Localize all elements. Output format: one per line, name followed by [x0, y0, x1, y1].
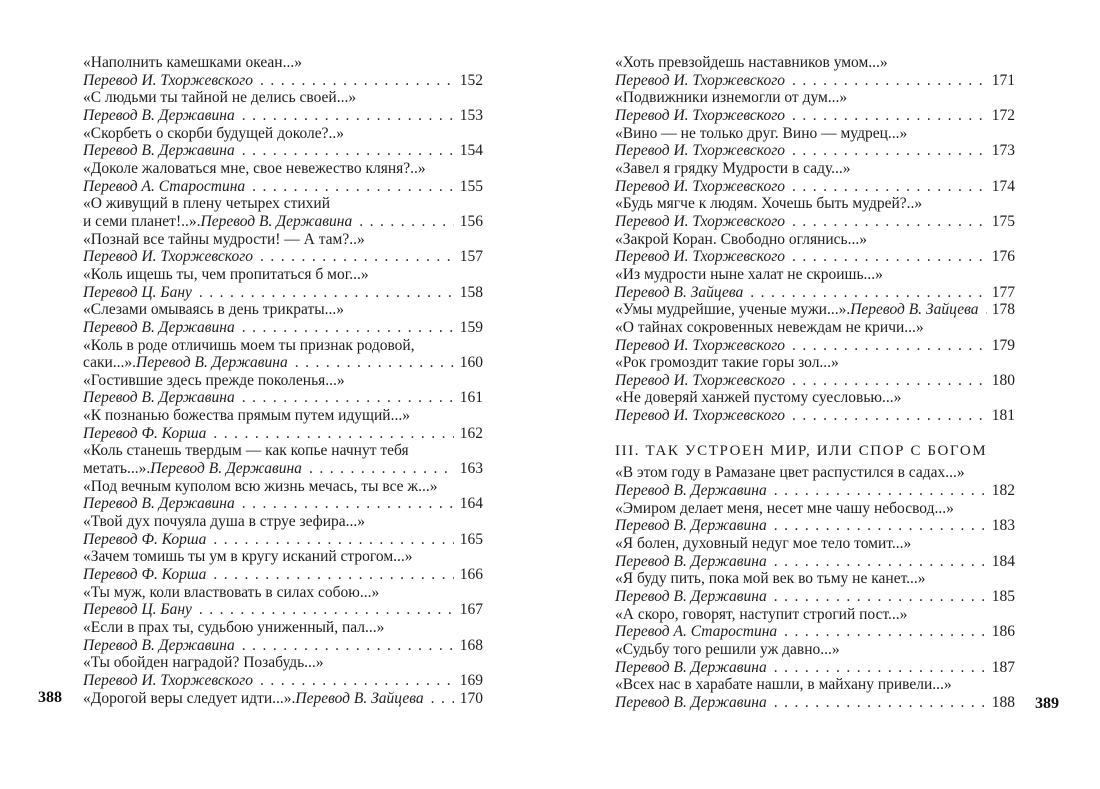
- entry-page-number: 156: [459, 212, 483, 230]
- toc-entry: [615, 266, 1015, 301]
- toc-entry: [83, 337, 483, 372]
- entry-translator: Перевод И. Тхоржевского: [615, 371, 785, 389]
- toc-entry: [615, 606, 1015, 641]
- entry-tail-line: [615, 482, 1015, 500]
- toc-entry: [83, 442, 483, 477]
- entry-page-number: 158: [459, 283, 483, 301]
- entry-tail-line: [83, 354, 483, 372]
- entry-tail-line: [615, 284, 1015, 302]
- entry-tail-line: [615, 213, 1015, 231]
- entry-tail-line: [615, 407, 1015, 425]
- dot-leader: [260, 248, 454, 266]
- entry-translator: Перевод Ц. Бану: [83, 283, 192, 301]
- entry-translator: Перевод Ф. Корша: [83, 566, 207, 584]
- toc-entry: [615, 54, 1015, 89]
- toc-entry: [615, 570, 1015, 605]
- entry-title-line: «Познай все тайны мудрости! — А там?..»: [83, 230, 365, 248]
- dot-leader: [792, 142, 986, 160]
- entry-title-continuation: саки...».: [83, 354, 137, 372]
- entry-translator: Перевод И. Тхоржевского: [615, 336, 785, 354]
- entry-translator: Перевод И. Тхоржевского: [615, 407, 785, 425]
- section-heading: III. ТАК УСТРОЕН МИР, ИЛИ СПОР С БОГОМ: [615, 442, 988, 459]
- entry-title-line: «Твой дух почуяла душа в струе зефира...»: [83, 513, 366, 531]
- entry-tail-line: [83, 460, 483, 478]
- entry-title-line: «С людьми ты тайной не делись своей...»: [83, 89, 357, 107]
- entry-page-number: 172: [991, 106, 1015, 124]
- entry-tail-line: [615, 659, 1015, 677]
- entry-translator: Перевод И. Тхоржевского: [83, 671, 253, 689]
- entry-page-number: 184: [991, 552, 1015, 570]
- toc-entry: [83, 548, 483, 583]
- toc-entry: [615, 89, 1015, 124]
- dot-leader: [784, 623, 986, 641]
- entry-page-number: 165: [459, 530, 483, 548]
- entry-title-line: «Зачем томишь ты ум в кругу исканий строгом...»: [83, 548, 413, 566]
- entry-translator: Перевод В. Державина: [83, 389, 235, 407]
- entry-page-number: 167: [459, 601, 483, 619]
- entry-page-number: 178: [991, 301, 1015, 319]
- entry-title-line: «Будь мягче к людям. Хочешь быть мудрей?..»: [615, 195, 923, 213]
- entry-title-line: «Коль в роде отличишь моем ты признак родовой,: [83, 336, 415, 354]
- entry-title-line: «Ты обойден наградой? Позабудь...»: [83, 654, 324, 672]
- entry-tail-line: [83, 284, 483, 302]
- toc-entry: [83, 407, 483, 442]
- dot-leader: [242, 142, 454, 160]
- entry-tail-line: [615, 107, 1015, 125]
- entry-translator: Перевод А. Старостина: [83, 177, 246, 195]
- entry-page-number: 171: [991, 71, 1015, 89]
- toc-entry: [615, 535, 1015, 570]
- toc-entry: [615, 231, 1015, 266]
- dot-leader: [242, 319, 454, 337]
- page-number-left: 388: [38, 689, 62, 706]
- entry-page-number: 160: [459, 354, 483, 372]
- toc-entry: [83, 619, 483, 654]
- entry-title-line: «О живущий в плену четырех стихий: [83, 195, 330, 213]
- entry-tail-line: [615, 301, 1015, 319]
- entry-tail-line: [83, 601, 483, 619]
- entry-title-continuation: «Дорогой веры следует идти...».: [83, 689, 296, 707]
- entry-page-number: 152: [459, 71, 483, 89]
- entry-translator: Перевод И. Тхоржевского: [83, 71, 253, 89]
- entry-page-number: 164: [459, 495, 483, 513]
- dot-leader: [750, 284, 985, 302]
- entry-title-continuation: и семи планет!..».: [83, 212, 201, 230]
- entry-page-number: 174: [991, 177, 1015, 195]
- dot-leader: [792, 248, 986, 266]
- entry-title-line: «Рок громоздит такие горы зол...»: [615, 354, 839, 372]
- entry-title-line: «Скорбеть о скорби будущей доколе?..»: [83, 124, 345, 142]
- dot-leader: [242, 495, 454, 513]
- entry-title-line: «Я буду пить, пока мой век во тьму не канет...»: [615, 570, 926, 588]
- toc-entry: [615, 319, 1015, 354]
- entry-tail-line: [83, 495, 483, 513]
- toc-entry: [83, 89, 483, 124]
- entry-tail-line: [615, 372, 1015, 390]
- entry-title-line: «Эмиром делает меня, несет мне чашу небосвод...»: [615, 499, 954, 517]
- entry-tail-line: [83, 389, 483, 407]
- entry-title-line: «Судьбу того решили уж давно...»: [615, 641, 840, 658]
- entry-tail-line: [83, 142, 483, 160]
- dot-leader: [199, 284, 454, 302]
- entry-title-line: «Под вечным куполом всю жизнь мечась, ты все ж...»: [83, 477, 438, 495]
- entry-title-line: «А скоро, говорят, наступит строгий пост...»: [615, 605, 908, 623]
- entry-page-number: 155: [459, 177, 483, 195]
- entry-tail-line: [83, 531, 483, 549]
- entry-title-line: «Наполнить камешками океан...»: [83, 54, 302, 71]
- dot-leader: [252, 178, 454, 196]
- entry-tail-line: [83, 425, 483, 443]
- entry-translator: Перевод В. Державина: [200, 212, 353, 230]
- toc-entry: [615, 464, 1015, 499]
- toc-entry: [83, 125, 483, 160]
- entry-translator: Перевод В. Державина: [83, 106, 235, 124]
- entry-title-line: «Хоть превзойдешь наставников умом...»: [615, 54, 888, 71]
- entry-translator: Перевод В. Державина: [83, 636, 235, 654]
- entry-tail-line: [83, 178, 483, 196]
- entry-page-number: 182: [991, 482, 1015, 500]
- entry-translator: Перевод Ф. Корша: [83, 424, 207, 442]
- entry-page-number: 185: [991, 588, 1015, 606]
- toc-entry: [615, 195, 1015, 230]
- toc-entry: [615, 500, 1015, 535]
- dot-leader: [774, 694, 986, 712]
- dot-leader: [774, 659, 986, 677]
- entry-tail-line: [615, 248, 1015, 266]
- entry-page-number: 180: [991, 371, 1015, 389]
- toc-entry: [83, 54, 483, 89]
- dot-leader: [260, 72, 454, 90]
- dot-leader: [774, 482, 986, 500]
- entry-title-line: «Из мудрости ныне халат не скроишь...»: [615, 265, 883, 283]
- dot-leader: [199, 601, 454, 619]
- entry-tail-line: [83, 566, 483, 584]
- entry-tail-line: [83, 672, 483, 690]
- entry-translator: Перевод И. Тхоржевского: [615, 212, 785, 230]
- toc-entry: [83, 478, 483, 513]
- entry-title-line: «Ты муж, коли властвовать в силах собою...»: [83, 583, 380, 601]
- dot-leader: [213, 566, 453, 584]
- entry-translator: Перевод И. Тхоржевского: [615, 71, 785, 89]
- entry-title-line: «Коль станешь твердым — как копье начнут тебя: [83, 442, 409, 460]
- dot-leader: [431, 690, 454, 708]
- entry-translator: Перевод В. Державина: [150, 460, 302, 478]
- dot-leader: [774, 553, 986, 571]
- entry-page-number: 175: [991, 212, 1015, 230]
- entry-page-number: 188: [991, 693, 1015, 711]
- entry-title-continuation: метать...».: [83, 460, 151, 478]
- entry-translator: Перевод В. Державина: [615, 482, 767, 500]
- dot-leader: [295, 354, 454, 372]
- entry-tail-line: [83, 690, 483, 708]
- dot-leader: [774, 517, 986, 535]
- entry-translator: Перевод И. Тхоржевского: [615, 142, 785, 160]
- dot-leader: [792, 107, 986, 125]
- page-number-right: 389: [1035, 695, 1059, 712]
- entry-tail-line: [83, 248, 483, 266]
- toc-column-left: [83, 54, 483, 707]
- entry-translator: Перевод Ц. Бану: [83, 601, 192, 619]
- entry-translator: Перевод В. Державина: [615, 588, 767, 606]
- entry-translator: Перевод В. Державина: [83, 495, 235, 513]
- dot-leader: [792, 372, 986, 390]
- dot-leader: [792, 72, 986, 90]
- entry-tail-line: [615, 337, 1015, 355]
- entry-page-number: 157: [459, 248, 483, 266]
- dot-leader: [792, 337, 986, 355]
- entry-title-line: «Не доверяй ханжей пустому суесловью...»: [615, 389, 902, 407]
- dot-leader: [242, 389, 454, 407]
- entry-title-line: «Закрой Коран. Свободно оглянись...»: [615, 230, 867, 248]
- entry-tail-line: [615, 517, 1015, 535]
- entry-translator: Перевод В. Державина: [615, 658, 767, 676]
- entry-page-number: 162: [459, 424, 483, 442]
- toc-entry: [83, 513, 483, 548]
- entry-tail-line: [615, 623, 1015, 641]
- entry-tail-line: [615, 588, 1015, 606]
- dot-leader: [213, 531, 453, 549]
- toc-entry: [615, 676, 1015, 711]
- toc-entry: [83, 654, 483, 689]
- entry-page-number: 179: [991, 336, 1015, 354]
- entry-tail-line: [615, 694, 1015, 712]
- dot-leader: [260, 672, 454, 690]
- entry-translator: Перевод В. Зайцева: [615, 283, 744, 301]
- entry-tail-line: [83, 213, 483, 231]
- toc-entry: [615, 301, 1015, 319]
- entry-translator: Перевод А. Старостина: [615, 623, 778, 641]
- entry-tail-line: [83, 107, 483, 125]
- toc-entry: [615, 160, 1015, 195]
- entry-title-line: «Подвижники изнемогли от дум...»: [615, 89, 848, 107]
- entry-translator: Перевод В. Державина: [136, 354, 288, 372]
- toc-entry: [83, 372, 483, 407]
- entry-translator: Перевод В. Державина: [83, 142, 235, 160]
- entry-page-number: 159: [459, 318, 483, 336]
- entry-translator: Перевод И. Тхоржевского: [83, 248, 253, 266]
- entry-title-line: «В этом году в Рамазане цвет распустился в садах...»: [615, 464, 965, 482]
- entry-page-number: 187: [991, 658, 1015, 676]
- toc-entry: [615, 641, 1015, 676]
- entry-tail-line: [615, 553, 1015, 571]
- entry-title-line: «О тайнах сокровенных невеждам не кричи...»: [615, 318, 924, 336]
- entry-title-line: «К познанью божества прямым путем идущий...»: [83, 407, 410, 425]
- entry-translator: Перевод И. Тхоржевского: [615, 106, 785, 124]
- entry-tail-line: [615, 72, 1015, 90]
- entry-page-number: 177: [991, 283, 1015, 301]
- entry-title-line: «Завел я грядку Мудрости в саду...»: [615, 159, 851, 177]
- toc-entry: [83, 231, 483, 266]
- entry-title-line: «Слезами омываясь в день трикраты...»: [83, 301, 345, 319]
- dot-leader: [359, 213, 454, 231]
- entry-title-line: «Доколе жаловаться мне, свое невежество кляня?..»: [83, 159, 426, 177]
- entry-title-line: «Я болен, духовный недуг мое тело томит...»: [615, 535, 912, 553]
- toc-entry: [615, 125, 1015, 160]
- entry-page-number: 166: [459, 566, 483, 584]
- entry-translator: Перевод Ф. Корша: [83, 530, 207, 548]
- toc-entry: [83, 195, 483, 230]
- entry-tail-line: [615, 178, 1015, 196]
- entry-translator: Перевод И. Тхоржевского: [615, 248, 785, 266]
- dot-leader: [309, 460, 454, 478]
- entry-page-number: 169: [459, 671, 483, 689]
- entry-page-number: 183: [991, 517, 1015, 535]
- toc-entry: [83, 301, 483, 336]
- entry-tail-line: [615, 142, 1015, 160]
- entry-translator: Перевод В. Державина: [615, 693, 767, 711]
- dot-leader: [792, 213, 986, 231]
- entry-translator: Перевод И. Тхоржевского: [615, 177, 785, 195]
- entry-tail-line: [83, 72, 483, 90]
- entry-title-line: «Гостившие здесь прежде поколенья...»: [83, 371, 345, 389]
- entry-page-number: 186: [991, 623, 1015, 641]
- entry-tail-line: [83, 319, 483, 337]
- entry-tail-line: [83, 637, 483, 655]
- entry-page-number: 181: [991, 407, 1015, 425]
- dot-leader: [242, 637, 454, 655]
- dot-leader: [213, 425, 453, 443]
- entry-page-number: 153: [459, 106, 483, 124]
- entry-page-number: 176: [991, 248, 1015, 266]
- entry-page-number: 170: [459, 689, 483, 707]
- entry-title-line: «Всех нас в харабате нашли, в майхану привели...»: [615, 676, 952, 694]
- entry-page-number: 161: [459, 389, 483, 407]
- toc-entry: [83, 266, 483, 301]
- entry-translator: Перевод В. Державина: [83, 318, 235, 336]
- toc-column-right: [615, 54, 1015, 712]
- toc-entry: [615, 354, 1015, 389]
- entry-page-number: 163: [459, 460, 483, 478]
- dot-leader: [792, 407, 986, 425]
- entry-title-line: «Коль ищешь ты, чем пропитаться б мог...»: [83, 265, 369, 283]
- entry-title-continuation: «Умы мудрейшие, ученые мужи...».: [615, 301, 851, 319]
- toc-entry: [615, 389, 1015, 424]
- dot-leader: [774, 588, 986, 606]
- entry-translator: Перевод В. Державина: [615, 552, 767, 570]
- entry-title-line: «Вино — не только друг. Вино — мудрец...»: [615, 124, 908, 142]
- toc-entry: [83, 690, 483, 708]
- entry-translator: Перевод В. Зайцева: [295, 689, 424, 707]
- entry-page-number: 154: [459, 142, 483, 160]
- entry-translator: Перевод В. Зайцева: [850, 301, 979, 319]
- entry-translator: Перевод В. Державина: [615, 517, 767, 535]
- entry-title-line: «Если в прах ты, судьбою униженный, пал...»: [83, 619, 385, 636]
- entry-page-number: 173: [991, 142, 1015, 160]
- dot-leader: [242, 107, 454, 125]
- toc-entry: [83, 160, 483, 195]
- dot-leader: [792, 178, 986, 196]
- toc-entry: [83, 584, 483, 619]
- entry-page-number: 168: [459, 636, 483, 654]
